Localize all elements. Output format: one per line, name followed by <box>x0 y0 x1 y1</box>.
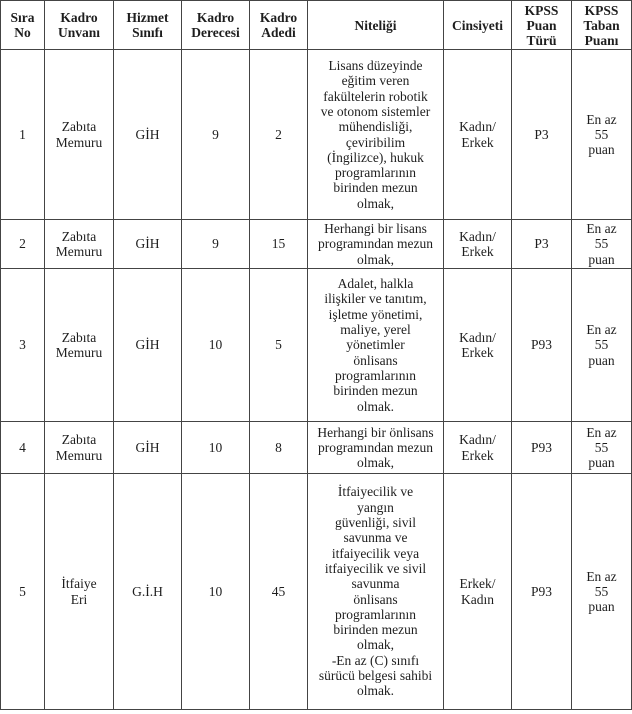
cell-sira: 3 <box>1 269 45 422</box>
header-puan-turu: KPSS Puan Türü <box>512 1 572 50</box>
cell-taban: En az 55 puan <box>572 269 632 422</box>
cell-sinif: GİH <box>114 422 182 474</box>
cell-cinsiyet: Kadın/ Erkek <box>444 269 512 422</box>
header-sira: Sıra No <box>1 1 45 50</box>
cell-adet: 5 <box>250 269 308 422</box>
cell-sinif: GİH <box>114 50 182 220</box>
cell-taban: En az 55 puan <box>572 50 632 220</box>
cell-nitelik: Herhangi bir lisans programından mezun olmak, <box>308 220 444 269</box>
header-sinif: Hizmet Sınıfı <box>114 1 182 50</box>
cell-derece: 10 <box>182 269 250 422</box>
header-taban: KPSS Taban Puanı <box>572 1 632 50</box>
cell-unvan: İtfaiye Eri <box>45 474 114 710</box>
cell-cinsiyet: Kadın/ Erkek <box>444 50 512 220</box>
cell-derece: 10 <box>182 422 250 474</box>
cell-derece: 10 <box>182 474 250 710</box>
cell-nitelik: Lisans düzeyinde eğitim veren fakültelerin robotik ve otonom sistemler mühendisliği, çeviribilim (İngilizce), hukuk programlarının birinden mezun olmak, <box>308 50 444 220</box>
cell-taban: En az 55 puan <box>572 422 632 474</box>
table-row <box>1 422 632 474</box>
cell-puan-turu: P3 <box>512 50 572 220</box>
cell-cinsiyet: Kadın/ Erkek <box>444 220 512 269</box>
cell-cinsiyet: Kadın/ Erkek <box>444 422 512 474</box>
cell-taban: En az 55 puan <box>572 220 632 269</box>
cell-adet: 15 <box>250 220 308 269</box>
cell-taban: En az 55 puan <box>572 474 632 710</box>
header-row <box>1 1 632 50</box>
cell-derece: 9 <box>182 50 250 220</box>
header-nitelik: Niteliği <box>308 1 444 50</box>
cell-unvan: Zabıta Memuru <box>45 269 114 422</box>
cell-sinif: G.İ.H <box>114 474 182 710</box>
cell-adet: 45 <box>250 474 308 710</box>
cell-derece: 9 <box>182 220 250 269</box>
header-unvan: Kadro Unvanı <box>45 1 114 50</box>
cell-nitelik: Adalet, halkla ilişkiler ve tanıtım, işletme yönetimi, maliye, yerel yönetimler önlisans programlarının birinden mezun olmak. <box>308 269 444 422</box>
cell-sinif: GİH <box>114 269 182 422</box>
cell-adet: 2 <box>250 50 308 220</box>
cell-sira: 5 <box>1 474 45 710</box>
table-row <box>1 269 632 422</box>
cell-nitelik: Herhangi bir önlisans programından mezun olmak, <box>308 422 444 474</box>
table-row <box>1 50 632 220</box>
cell-puan-turu: P93 <box>512 269 572 422</box>
cell-cinsiyet: Erkek/ Kadın <box>444 474 512 710</box>
cell-sira: 4 <box>1 422 45 474</box>
cell-puan-turu: P93 <box>512 474 572 710</box>
cell-sira: 1 <box>1 50 45 220</box>
table-row <box>1 474 632 710</box>
header-adet: Kadro Adedi <box>250 1 308 50</box>
table-row <box>1 220 632 269</box>
cell-unvan: Zabıta Memuru <box>45 50 114 220</box>
cell-sira: 2 <box>1 220 45 269</box>
cell-sinif: GİH <box>114 220 182 269</box>
header-derece: Kadro Derecesi <box>182 1 250 50</box>
cell-nitelik: İtfaiyecilik ve yangın güvenliği, sivil savunma ve itfaiyecilik veya itfaiyecilik ve sivil savunma önlisans programlarının birinden mezun olmak, -En az (C) sınıfı sürücü belgesi sahibi olmak. <box>308 474 444 710</box>
cell-unvan: Zabıta Memuru <box>45 422 114 474</box>
cell-puan-turu: P3 <box>512 220 572 269</box>
cell-adet: 8 <box>250 422 308 474</box>
cell-puan-turu: P93 <box>512 422 572 474</box>
header-cinsiyet: Cinsiyeti <box>444 1 512 50</box>
cell-unvan: Zabıta Memuru <box>45 220 114 269</box>
